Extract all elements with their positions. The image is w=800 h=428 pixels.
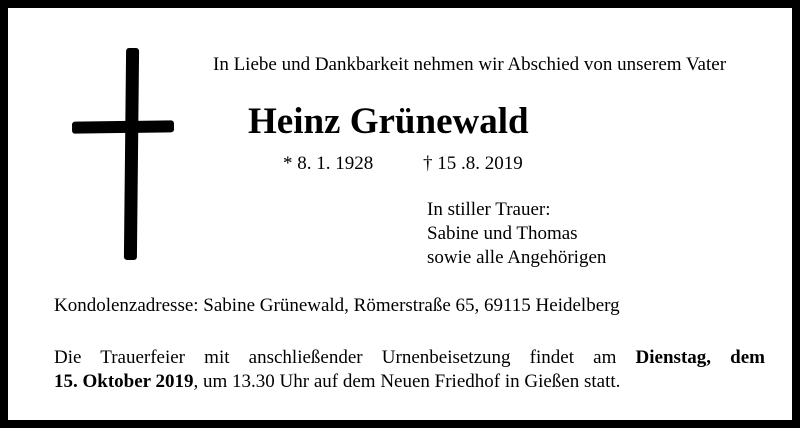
service-date-part-2: 15. Oktober 2019 (54, 371, 194, 392)
birth-date: * 8. 1. 1928 (283, 153, 374, 174)
service-date-part-1: Dienstag, dem (635, 347, 766, 368)
deceased-name: Heinz Grünewald (248, 101, 529, 142)
service-text: Die Trauerfeier mit anschließender Urnenbeisetzung findet am (54, 347, 617, 368)
funeral-service-text (54, 346, 765, 394)
service-text-continued: , um 13.30 Uhr auf dem Neuen Friedhof in Gießen statt. (193, 371, 621, 392)
service-line-1 (54, 346, 765, 370)
death-date: † 15 .8. 2019 (423, 153, 523, 174)
cross-horizontal-beam (72, 120, 174, 133)
intro-text: In Liebe und Dankbarkeit nehmen wir Abschied von unserem Vater (213, 54, 727, 75)
service-line-2 (54, 370, 765, 394)
mourners-block (427, 198, 606, 270)
mourners-line: Sabine und Thomas (427, 223, 578, 244)
cross-vertical-beam (124, 48, 139, 260)
condolence-address: Kondolenzadresse: Sabine Grünewald, Römerstraße 65, 69115 Heidelberg (54, 295, 620, 316)
mourners-line: sowie alle Angehörigen (427, 247, 607, 268)
mourners-line: In stiller Trauer: (427, 199, 551, 220)
